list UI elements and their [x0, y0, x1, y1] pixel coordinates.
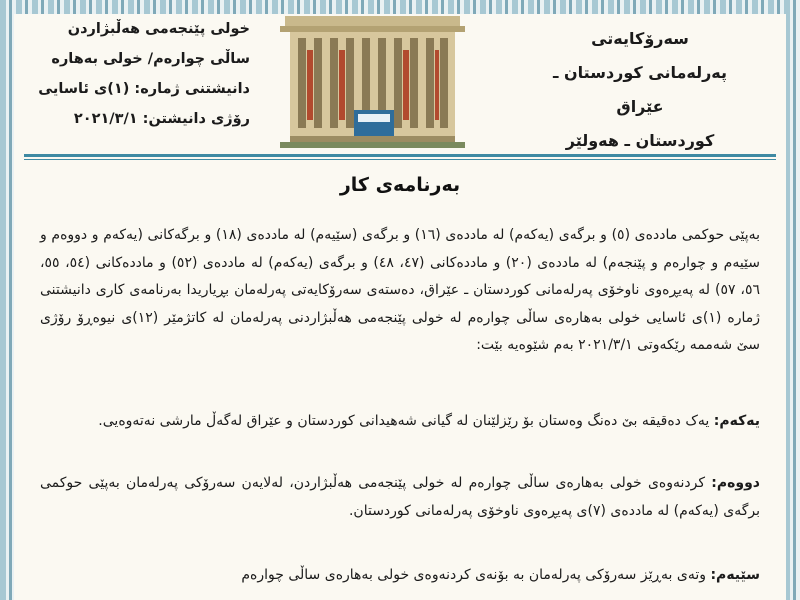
header-left-line: دانیشتنی ژمارە: (١)ی ئاسایی: [38, 81, 250, 97]
parliament-building-image: [280, 10, 465, 150]
agenda-item-label: یەکەم:: [713, 413, 760, 429]
agenda-item-label: سێیەم:: [710, 567, 760, 583]
agenda-item: [40, 408, 760, 436]
agenda-item-text: وتەی بەڕێز سەرۆکی پەرلەمان بە بۆنەی کردنەوەی خولی بەهارەی ساڵی چوارەم: [241, 567, 706, 583]
agenda-item-text: کردنەوەی خولی بەهارەی ساڵی چوارەم لە خولی پێنجەمی هەڵبژاردن، لەلایەن سەرۆکی پەرلەمان بەپێی حوکمی برگەی (یەکەم) لە ماددەی (٧)ی پەیڕەوی ناوخۆی پەرلەمانی کوردستان.: [40, 475, 760, 519]
header-left-line: ساڵی چوارەم/ خولی بەهارە: [51, 51, 250, 67]
header-right-line: پەرلەمانی کوردستان ـ عێراق: [552, 63, 728, 116]
header-left-line: خولی پێنجەمی هەڵبژاردن: [67, 21, 250, 37]
header-right-line: کوردستان ـ هەولێر: [565, 131, 715, 150]
header-divider: [24, 154, 776, 157]
header-left: [30, 14, 250, 134]
agenda-item-label: دووەم:: [711, 475, 760, 491]
agenda-item-text: یەک دەقیقە بێ دەنگ وەستان بۆ رێزلێنان لە گیانی شەهیدانی کوردستان و عێراق لەگەڵ مارشی نەتەوەیی.: [98, 413, 710, 429]
intro-paragraph: بەپێی حوکمی ماددەی (٥) و برگەی (یەکەم) لە ماددەی (١٦) و برگەی (سێیەم) لە ماددەی (١٨) و برگەکانی (یەکەم و دووەم و سێیەم و چوارەم و پێنجەم) لە ماددەی (٢٠) و ماددەکانی (٤٧، ٤٨) و برگەی (یەکەم) لە ماددەی (٥٢) و ماددەکانی (٥٤، ٥٥، ٥٦، ٥٧) لە پەیڕەوی ناوخۆی پەرلەمانی کوردستان ـ عێراق، دەستەی سەرۆکایەتی پەرلەمان بڕیاریدا بەرنامەی کاری دانیشتنی ژمارە (١)ی ئاسایی خولی بەهارەی ساڵی چوارەم لە خولی پێنجەمی هەڵبژاردنی پەرلەمان لە کاتژمێر (١٢)ی نیوەڕۆ رۆژی سێ شەممە رێکەوتی ٢٠٢١/٣/١ بەم شێوەیە بێت:: [40, 227, 761, 353]
agenda-item: [40, 470, 760, 525]
header-left-line: رۆژی دانیشتن: ٢٠٢١/٣/١: [73, 111, 250, 127]
document-title: بەرنامەی کار: [339, 174, 461, 196]
header-right: [540, 22, 740, 158]
header-divider-thin: [24, 159, 776, 160]
agenda-item: [40, 562, 760, 590]
header-right-line: سەرۆکایەتی: [591, 29, 689, 48]
